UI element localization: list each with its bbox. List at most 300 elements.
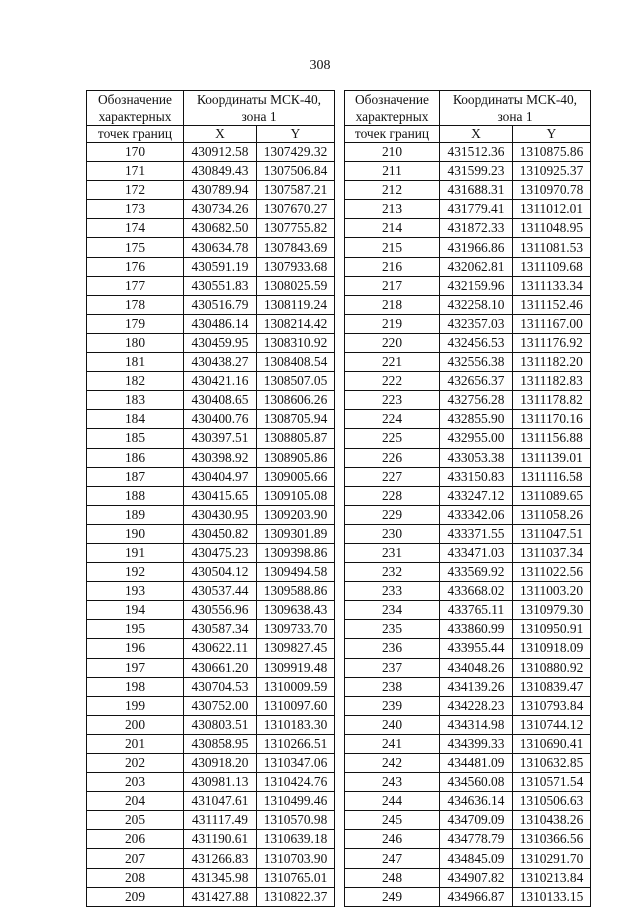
x-coordinate-cell: 430858.95 bbox=[184, 734, 257, 753]
y-coordinate-cell: 1311182.20 bbox=[513, 353, 591, 372]
x-coordinate-cell: 430459.95 bbox=[184, 333, 257, 352]
x-coordinate-cell: 430634.78 bbox=[184, 238, 257, 257]
point-id-cell: 222 bbox=[345, 372, 440, 391]
point-id-cell: 175 bbox=[87, 238, 184, 257]
x-coordinate-cell: 430537.44 bbox=[184, 582, 257, 601]
table-row bbox=[87, 486, 335, 505]
point-id-cell: 179 bbox=[87, 314, 184, 333]
x-coordinate-cell: 432258.10 bbox=[440, 295, 513, 314]
x-coordinate-cell: 432756.28 bbox=[440, 391, 513, 410]
y-coordinate-cell: 1311047.51 bbox=[513, 524, 591, 543]
y-coordinate-cell: 1310291.70 bbox=[513, 849, 591, 868]
point-id-cell: 247 bbox=[345, 849, 440, 868]
x-coordinate-cell: 434845.09 bbox=[440, 849, 513, 868]
table-row bbox=[345, 295, 591, 314]
table-row bbox=[345, 467, 591, 486]
header-y: Y bbox=[513, 126, 591, 143]
y-coordinate-cell: 1311182.83 bbox=[513, 372, 591, 391]
table-row bbox=[345, 333, 591, 352]
x-coordinate-cell: 430981.13 bbox=[184, 773, 257, 792]
table-row bbox=[345, 410, 591, 429]
y-coordinate-cell: 1310950.91 bbox=[513, 620, 591, 639]
table-row bbox=[345, 601, 591, 620]
y-coordinate-cell: 1308119.24 bbox=[257, 295, 335, 314]
table-row bbox=[87, 276, 335, 295]
y-coordinate-cell: 1311109.68 bbox=[513, 257, 591, 276]
point-id-cell: 172 bbox=[87, 181, 184, 200]
y-coordinate-cell: 1310639.18 bbox=[257, 830, 335, 849]
x-coordinate-cell: 430397.51 bbox=[184, 429, 257, 448]
y-coordinate-cell: 1310570.98 bbox=[257, 811, 335, 830]
table-row bbox=[345, 563, 591, 582]
table-row bbox=[87, 295, 335, 314]
x-coordinate-cell: 431779.41 bbox=[440, 200, 513, 219]
x-coordinate-cell: 430622.11 bbox=[184, 639, 257, 658]
y-coordinate-cell: 1310632.85 bbox=[513, 754, 591, 773]
point-id-cell: 231 bbox=[345, 543, 440, 562]
point-id-cell: 176 bbox=[87, 257, 184, 276]
point-id-cell: 220 bbox=[345, 333, 440, 352]
x-coordinate-cell: 432062.81 bbox=[440, 257, 513, 276]
y-coordinate-cell: 1307843.69 bbox=[257, 238, 335, 257]
point-id-cell: 171 bbox=[87, 162, 184, 181]
table-row bbox=[87, 601, 335, 620]
x-coordinate-cell: 434314.98 bbox=[440, 715, 513, 734]
coordinates-table-right bbox=[344, 90, 591, 907]
table-row bbox=[87, 563, 335, 582]
y-coordinate-cell: 1307587.21 bbox=[257, 181, 335, 200]
y-coordinate-cell: 1308805.87 bbox=[257, 429, 335, 448]
table-row bbox=[87, 200, 335, 219]
header-coordinates-line-2: зона 1 bbox=[497, 109, 533, 124]
header-point-line-2: характерных bbox=[98, 109, 172, 124]
x-coordinate-cell: 431117.49 bbox=[184, 811, 257, 830]
x-coordinate-cell: 433371.55 bbox=[440, 524, 513, 543]
y-coordinate-cell: 1311156.88 bbox=[513, 429, 591, 448]
point-id-cell: 229 bbox=[345, 505, 440, 524]
point-id-cell: 230 bbox=[345, 524, 440, 543]
x-coordinate-cell: 430734.26 bbox=[184, 200, 257, 219]
table-row bbox=[87, 658, 335, 677]
y-coordinate-cell: 1309494.58 bbox=[257, 563, 335, 582]
point-id-cell: 209 bbox=[87, 887, 184, 906]
table-row bbox=[87, 620, 335, 639]
point-id-cell: 243 bbox=[345, 773, 440, 792]
table-row bbox=[345, 734, 591, 753]
x-coordinate-cell: 430400.76 bbox=[184, 410, 257, 429]
table-row bbox=[345, 505, 591, 524]
table-row bbox=[345, 677, 591, 696]
table-row bbox=[345, 486, 591, 505]
y-coordinate-cell: 1310499.46 bbox=[257, 792, 335, 811]
y-coordinate-cell: 1310875.86 bbox=[513, 143, 591, 162]
point-id-cell: 210 bbox=[345, 143, 440, 162]
point-id-cell: 211 bbox=[345, 162, 440, 181]
table-row bbox=[345, 582, 591, 601]
x-coordinate-cell: 432955.00 bbox=[440, 429, 513, 448]
x-coordinate-cell: 430415.65 bbox=[184, 486, 257, 505]
table-row bbox=[87, 257, 335, 276]
y-coordinate-cell: 1310009.59 bbox=[257, 677, 335, 696]
header-x: X bbox=[184, 126, 257, 143]
y-coordinate-cell: 1308705.94 bbox=[257, 410, 335, 429]
table-row bbox=[345, 887, 591, 906]
point-id-cell: 207 bbox=[87, 849, 184, 868]
y-coordinate-cell: 1310880.92 bbox=[513, 658, 591, 677]
x-coordinate-cell: 434481.09 bbox=[440, 754, 513, 773]
x-coordinate-cell: 431599.23 bbox=[440, 162, 513, 181]
x-coordinate-cell: 432357.03 bbox=[440, 314, 513, 333]
y-coordinate-cell: 1311133.34 bbox=[513, 276, 591, 295]
table-row bbox=[345, 448, 591, 467]
table-row bbox=[345, 200, 591, 219]
point-id-cell: 240 bbox=[345, 715, 440, 734]
y-coordinate-cell: 1311012.01 bbox=[513, 200, 591, 219]
table-row bbox=[87, 524, 335, 543]
table-row bbox=[345, 257, 591, 276]
y-coordinate-cell: 1310213.84 bbox=[513, 868, 591, 887]
point-id-cell: 239 bbox=[345, 696, 440, 715]
y-coordinate-cell: 1307429.32 bbox=[257, 143, 335, 162]
table-row bbox=[345, 543, 591, 562]
point-id-cell: 225 bbox=[345, 429, 440, 448]
point-id-cell: 238 bbox=[345, 677, 440, 696]
point-id-cell: 248 bbox=[345, 868, 440, 887]
x-coordinate-cell: 430912.58 bbox=[184, 143, 257, 162]
y-coordinate-cell: 1309105.08 bbox=[257, 486, 335, 505]
point-id-cell: 234 bbox=[345, 601, 440, 620]
table-row bbox=[87, 543, 335, 562]
point-id-cell: 202 bbox=[87, 754, 184, 773]
point-id-cell: 177 bbox=[87, 276, 184, 295]
point-id-cell: 216 bbox=[345, 257, 440, 276]
x-coordinate-cell: 431266.83 bbox=[184, 849, 257, 868]
table-row bbox=[345, 372, 591, 391]
x-coordinate-cell: 434636.14 bbox=[440, 792, 513, 811]
x-coordinate-cell: 431688.31 bbox=[440, 181, 513, 200]
table-row bbox=[87, 830, 335, 849]
y-coordinate-cell: 1310925.37 bbox=[513, 162, 591, 181]
header-point-line-2: характерных bbox=[355, 109, 429, 124]
table-row bbox=[345, 181, 591, 200]
y-coordinate-cell: 1310571.54 bbox=[513, 773, 591, 792]
y-coordinate-cell: 1311003.20 bbox=[513, 582, 591, 601]
table-row bbox=[87, 333, 335, 352]
point-id-cell: 219 bbox=[345, 314, 440, 333]
header-y: Y bbox=[257, 126, 335, 143]
header-point-line-1: Обозначение bbox=[98, 92, 172, 107]
x-coordinate-cell: 430398.92 bbox=[184, 448, 257, 467]
y-coordinate-cell: 1308905.86 bbox=[257, 448, 335, 467]
point-id-cell: 174 bbox=[87, 219, 184, 238]
y-coordinate-cell: 1309203.90 bbox=[257, 505, 335, 524]
x-coordinate-cell: 434907.82 bbox=[440, 868, 513, 887]
table-row bbox=[345, 715, 591, 734]
y-coordinate-cell: 1311081.53 bbox=[513, 238, 591, 257]
x-coordinate-cell: 431047.61 bbox=[184, 792, 257, 811]
x-coordinate-cell: 433569.92 bbox=[440, 563, 513, 582]
y-coordinate-cell: 1309638.43 bbox=[257, 601, 335, 620]
table-row bbox=[87, 639, 335, 658]
y-coordinate-cell: 1309733.70 bbox=[257, 620, 335, 639]
y-coordinate-cell: 1310703.90 bbox=[257, 849, 335, 868]
y-coordinate-cell: 1308214.42 bbox=[257, 314, 335, 333]
y-coordinate-cell: 1311048.95 bbox=[513, 219, 591, 238]
x-coordinate-cell: 434139.26 bbox=[440, 677, 513, 696]
x-coordinate-cell: 433150.83 bbox=[440, 467, 513, 486]
table-row bbox=[87, 754, 335, 773]
point-id-cell: 233 bbox=[345, 582, 440, 601]
x-coordinate-cell: 430587.34 bbox=[184, 620, 257, 639]
point-id-cell: 186 bbox=[87, 448, 184, 467]
point-id-cell: 224 bbox=[345, 410, 440, 429]
y-coordinate-cell: 1309588.86 bbox=[257, 582, 335, 601]
y-coordinate-cell: 1311170.16 bbox=[513, 410, 591, 429]
x-coordinate-cell: 430591.19 bbox=[184, 257, 257, 276]
x-coordinate-cell: 432456.53 bbox=[440, 333, 513, 352]
table-row bbox=[345, 429, 591, 448]
x-coordinate-cell: 430430.95 bbox=[184, 505, 257, 524]
x-coordinate-cell: 431966.86 bbox=[440, 238, 513, 257]
x-coordinate-cell: 431427.88 bbox=[184, 887, 257, 906]
x-coordinate-cell: 434966.87 bbox=[440, 887, 513, 906]
point-id-cell: 245 bbox=[345, 811, 440, 830]
table-row bbox=[87, 314, 335, 333]
point-id-cell: 244 bbox=[345, 792, 440, 811]
point-id-cell: 215 bbox=[345, 238, 440, 257]
table-row bbox=[345, 391, 591, 410]
x-coordinate-cell: 434778.79 bbox=[440, 830, 513, 849]
table-row bbox=[87, 696, 335, 715]
x-coordinate-cell: 430504.12 bbox=[184, 563, 257, 582]
y-coordinate-cell: 1310979.30 bbox=[513, 601, 591, 620]
table-row bbox=[87, 715, 335, 734]
header-point-designation bbox=[345, 91, 440, 126]
table-row bbox=[87, 849, 335, 868]
x-coordinate-cell: 431872.33 bbox=[440, 219, 513, 238]
table-row bbox=[345, 219, 591, 238]
x-coordinate-cell: 432855.90 bbox=[440, 410, 513, 429]
header-point-designation bbox=[87, 91, 184, 126]
x-coordinate-cell: 430803.51 bbox=[184, 715, 257, 734]
y-coordinate-cell: 1310424.76 bbox=[257, 773, 335, 792]
y-coordinate-cell: 1310793.84 bbox=[513, 696, 591, 715]
point-id-cell: 190 bbox=[87, 524, 184, 543]
point-id-cell: 232 bbox=[345, 563, 440, 582]
point-id-cell: 197 bbox=[87, 658, 184, 677]
point-id-cell: 199 bbox=[87, 696, 184, 715]
y-coordinate-cell: 1310266.51 bbox=[257, 734, 335, 753]
y-coordinate-cell: 1307506.84 bbox=[257, 162, 335, 181]
table-row bbox=[87, 372, 335, 391]
x-coordinate-cell: 430849.43 bbox=[184, 162, 257, 181]
table-row bbox=[87, 868, 335, 887]
table-row bbox=[87, 238, 335, 257]
x-coordinate-cell: 433247.12 bbox=[440, 486, 513, 505]
table-row bbox=[345, 314, 591, 333]
point-id-cell: 189 bbox=[87, 505, 184, 524]
header-coordinates-line-1: Координаты МСК-40, bbox=[196, 92, 322, 107]
x-coordinate-cell: 430421.16 bbox=[184, 372, 257, 391]
coordinates-table-left bbox=[86, 90, 335, 907]
table-row bbox=[345, 811, 591, 830]
x-coordinate-cell: 431190.61 bbox=[184, 830, 257, 849]
y-coordinate-cell: 1307755.82 bbox=[257, 219, 335, 238]
x-coordinate-cell: 432656.37 bbox=[440, 372, 513, 391]
y-coordinate-cell: 1307933.68 bbox=[257, 257, 335, 276]
point-id-cell: 241 bbox=[345, 734, 440, 753]
y-coordinate-cell: 1310744.12 bbox=[513, 715, 591, 734]
point-id-cell: 188 bbox=[87, 486, 184, 505]
point-id-cell: 235 bbox=[345, 620, 440, 639]
table-row bbox=[345, 696, 591, 715]
table-row bbox=[345, 792, 591, 811]
y-coordinate-cell: 1311178.82 bbox=[513, 391, 591, 410]
table-row bbox=[345, 658, 591, 677]
y-coordinate-cell: 1309919.48 bbox=[257, 658, 335, 677]
y-coordinate-cell: 1308606.26 bbox=[257, 391, 335, 410]
x-coordinate-cell: 433765.11 bbox=[440, 601, 513, 620]
point-id-cell: 181 bbox=[87, 353, 184, 372]
table-row bbox=[87, 410, 335, 429]
x-coordinate-cell: 434709.09 bbox=[440, 811, 513, 830]
x-coordinate-cell: 430918.20 bbox=[184, 754, 257, 773]
point-id-cell: 214 bbox=[345, 219, 440, 238]
x-coordinate-cell: 430450.82 bbox=[184, 524, 257, 543]
table-row bbox=[345, 868, 591, 887]
table-row bbox=[345, 830, 591, 849]
y-coordinate-cell: 1310918.09 bbox=[513, 639, 591, 658]
table-row bbox=[87, 162, 335, 181]
table-row bbox=[87, 429, 335, 448]
y-coordinate-cell: 1310133.15 bbox=[513, 887, 591, 906]
point-id-cell: 206 bbox=[87, 830, 184, 849]
point-id-cell: 200 bbox=[87, 715, 184, 734]
point-id-cell: 170 bbox=[87, 143, 184, 162]
y-coordinate-cell: 1310097.60 bbox=[257, 696, 335, 715]
point-id-cell: 218 bbox=[345, 295, 440, 314]
table-row bbox=[345, 754, 591, 773]
y-coordinate-cell: 1311037.34 bbox=[513, 543, 591, 562]
x-coordinate-cell: 430661.20 bbox=[184, 658, 257, 677]
x-coordinate-cell: 431345.98 bbox=[184, 868, 257, 887]
y-coordinate-cell: 1309398.86 bbox=[257, 543, 335, 562]
x-coordinate-cell: 432556.38 bbox=[440, 353, 513, 372]
header-coordinates-title bbox=[184, 91, 335, 126]
y-coordinate-cell: 1308408.54 bbox=[257, 353, 335, 372]
y-coordinate-cell: 1311152.46 bbox=[513, 295, 591, 314]
point-id-cell: 198 bbox=[87, 677, 184, 696]
table-row bbox=[87, 448, 335, 467]
point-id-cell: 205 bbox=[87, 811, 184, 830]
x-coordinate-cell: 430516.79 bbox=[184, 295, 257, 314]
table-row bbox=[345, 639, 591, 658]
table-row bbox=[87, 582, 335, 601]
x-coordinate-cell: 432159.96 bbox=[440, 276, 513, 295]
point-id-cell: 217 bbox=[345, 276, 440, 295]
y-coordinate-cell: 1311022.56 bbox=[513, 563, 591, 582]
x-coordinate-cell: 433053.38 bbox=[440, 448, 513, 467]
point-id-cell: 223 bbox=[345, 391, 440, 410]
table-row bbox=[345, 276, 591, 295]
x-coordinate-cell: 434399.33 bbox=[440, 734, 513, 753]
header-coordinates-line-1: Координаты МСК-40, bbox=[452, 92, 578, 107]
y-coordinate-cell: 1310690.41 bbox=[513, 734, 591, 753]
table-row bbox=[345, 524, 591, 543]
x-coordinate-cell: 433860.99 bbox=[440, 620, 513, 639]
table-row bbox=[345, 238, 591, 257]
table-row bbox=[87, 391, 335, 410]
y-coordinate-cell: 1310366.56 bbox=[513, 830, 591, 849]
x-coordinate-cell: 434228.23 bbox=[440, 696, 513, 715]
y-coordinate-cell: 1310438.26 bbox=[513, 811, 591, 830]
x-coordinate-cell: 433471.03 bbox=[440, 543, 513, 562]
point-id-cell: 173 bbox=[87, 200, 184, 219]
table-row bbox=[345, 162, 591, 181]
x-coordinate-cell: 430752.00 bbox=[184, 696, 257, 715]
y-coordinate-cell: 1308507.05 bbox=[257, 372, 335, 391]
point-id-cell: 208 bbox=[87, 868, 184, 887]
table-row bbox=[87, 505, 335, 524]
header-coordinates-line-2: зона 1 bbox=[241, 109, 277, 124]
table-row bbox=[87, 353, 335, 372]
point-id-cell: 184 bbox=[87, 410, 184, 429]
x-coordinate-cell: 430486.14 bbox=[184, 314, 257, 333]
y-coordinate-cell: 1311089.65 bbox=[513, 486, 591, 505]
table-row bbox=[345, 773, 591, 792]
point-id-cell: 193 bbox=[87, 582, 184, 601]
y-coordinate-cell: 1310765.01 bbox=[257, 868, 335, 887]
table-row bbox=[87, 677, 335, 696]
x-coordinate-cell: 431512.36 bbox=[440, 143, 513, 162]
point-id-cell: 191 bbox=[87, 543, 184, 562]
table-row bbox=[87, 219, 335, 238]
page-number: 308 bbox=[309, 58, 331, 73]
y-coordinate-cell: 1311167.00 bbox=[513, 314, 591, 333]
y-coordinate-cell: 1311116.58 bbox=[513, 467, 591, 486]
header-coordinates-title bbox=[440, 91, 591, 126]
y-coordinate-cell: 1310822.37 bbox=[257, 887, 335, 906]
x-coordinate-cell: 433668.02 bbox=[440, 582, 513, 601]
y-coordinate-cell: 1310183.30 bbox=[257, 715, 335, 734]
point-id-cell: 226 bbox=[345, 448, 440, 467]
point-id-cell: 204 bbox=[87, 792, 184, 811]
point-id-cell: 221 bbox=[345, 353, 440, 372]
y-coordinate-cell: 1309005.66 bbox=[257, 467, 335, 486]
table-body-left bbox=[87, 143, 335, 907]
point-id-cell: 180 bbox=[87, 333, 184, 352]
point-id-cell: 196 bbox=[87, 639, 184, 658]
x-coordinate-cell: 434048.26 bbox=[440, 658, 513, 677]
table-body-right bbox=[345, 143, 591, 907]
point-id-cell: 212 bbox=[345, 181, 440, 200]
table-row bbox=[87, 887, 335, 906]
y-coordinate-cell: 1308025.59 bbox=[257, 276, 335, 295]
header-point-line-3: точек границ bbox=[345, 126, 440, 143]
point-id-cell: 195 bbox=[87, 620, 184, 639]
table-row bbox=[87, 181, 335, 200]
y-coordinate-cell: 1310839.47 bbox=[513, 677, 591, 696]
header-point-line-1: Обозначение bbox=[355, 92, 429, 107]
point-id-cell: 183 bbox=[87, 391, 184, 410]
table-row bbox=[87, 811, 335, 830]
point-id-cell: 201 bbox=[87, 734, 184, 753]
x-coordinate-cell: 430408.65 bbox=[184, 391, 257, 410]
y-coordinate-cell: 1311139.01 bbox=[513, 448, 591, 467]
x-coordinate-cell: 434560.08 bbox=[440, 773, 513, 792]
point-id-cell: 236 bbox=[345, 639, 440, 658]
table-row bbox=[345, 620, 591, 639]
